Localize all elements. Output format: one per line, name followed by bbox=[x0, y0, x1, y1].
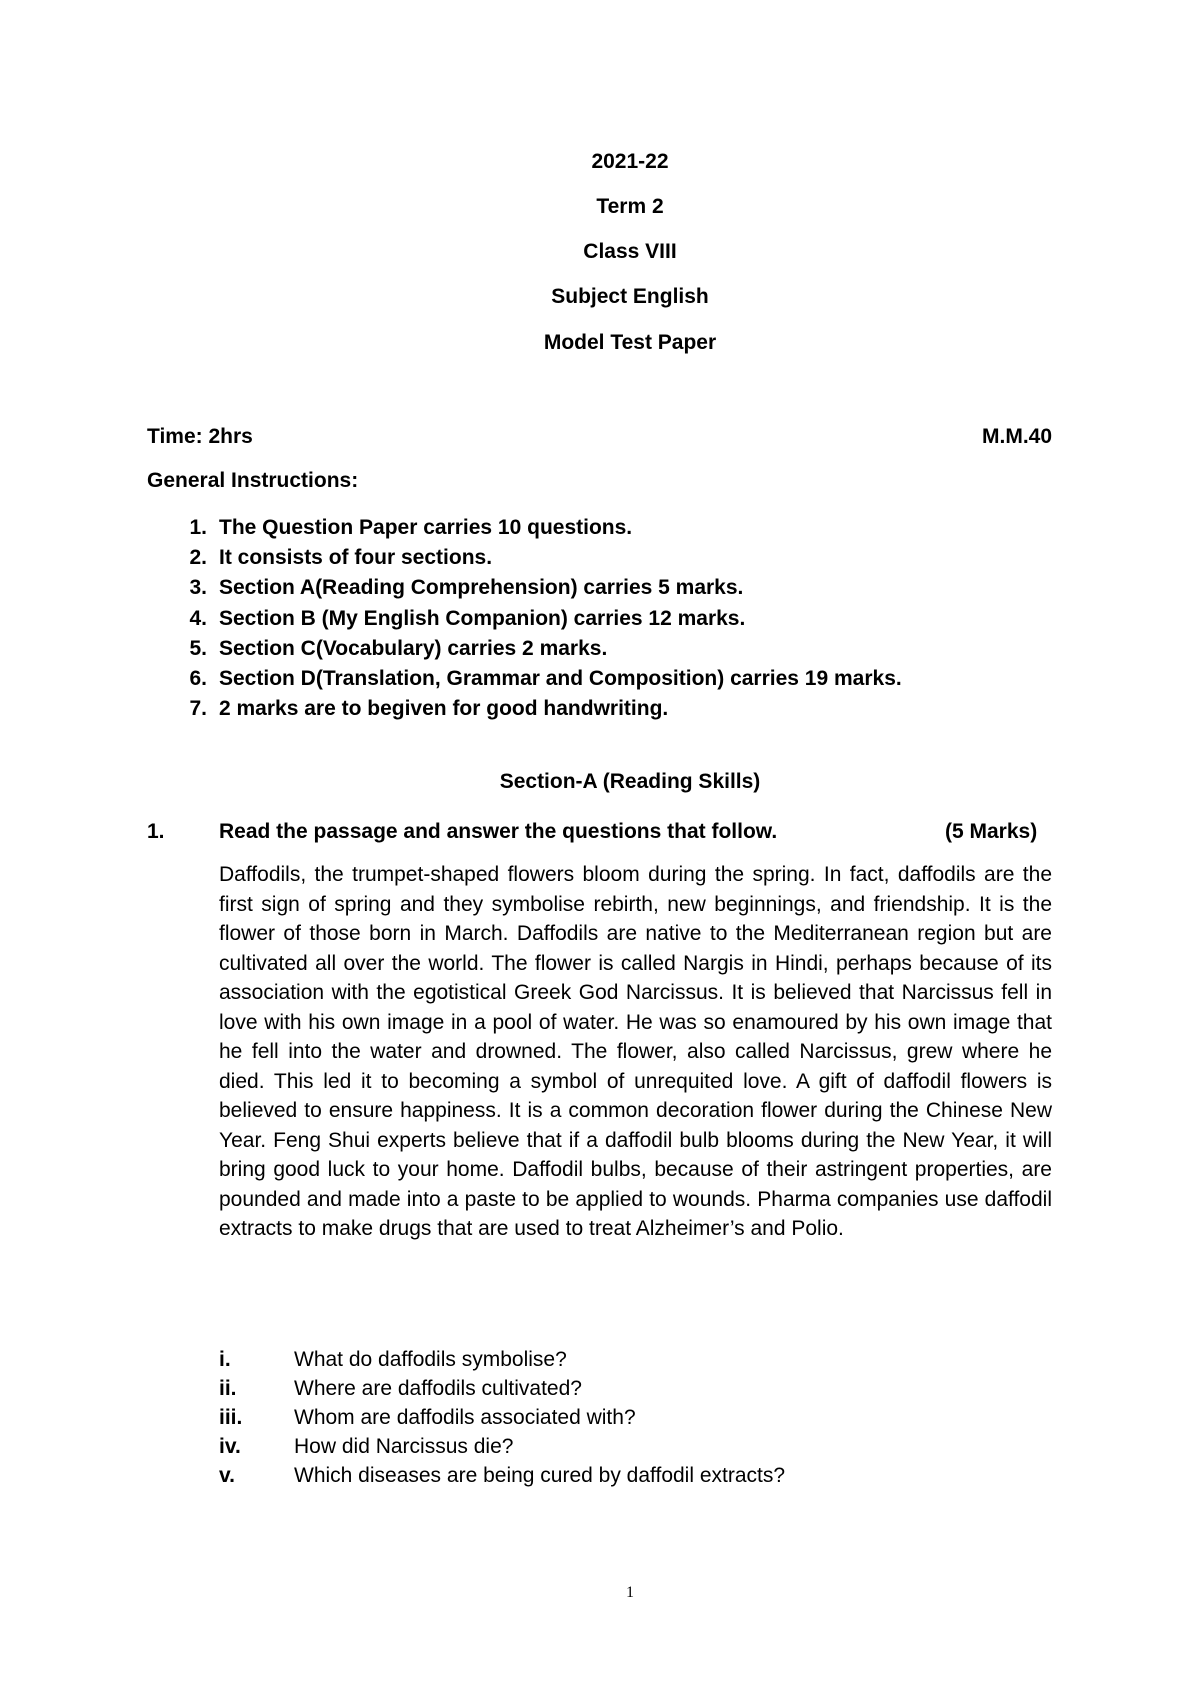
question-number: 1. bbox=[147, 820, 165, 843]
instruction-number: 1. bbox=[189, 516, 207, 539]
question-item bbox=[219, 1346, 785, 1375]
question-item-text: Whom are daffodils associated with? bbox=[294, 1406, 636, 1429]
max-marks-label: M.M.40 bbox=[982, 425, 1053, 448]
instructions-list bbox=[160, 514, 902, 725]
question-item-text: How did Narcissus die? bbox=[294, 1435, 514, 1458]
header-term: Term 2 bbox=[596, 195, 664, 218]
reading-passage: Daffodils, the trumpet-shaped flowers bloom during the spring. In fact, daffodils are the first sign of spring and they symbolise rebirth, new beginnings, and friendship. It is the flower of those born in March. Daffodils are native to the Mediterranean region but are cultivated all over the world. The flower is called Nargis in Hindi, perhaps because of its association with the egotistical Greek God Narcissus. It is believed that Narcissus fell in love with his own image in a pool of water. He was so enamoured by his own image that he fell into the water and drowned. The flower, also called Narcissus, grew where he died. This led it to becoming a symbol of unrequited love. A gift of daffodil flowers is believed to ensure happiness. It is a common decoration flower during the Chinese New Year. Feng Shui experts believe that if a daffodil bulb blooms during the New Year, it will bring good luck to your home. Daffodil bulbs, because of their astringent properties, are pounded and made into a paste to be applied to wounds. Pharma companies use daffodil extracts to make drugs that are used to treat Alzheimer’s and Polio. bbox=[219, 863, 1052, 1240]
instruction-item bbox=[160, 605, 902, 635]
header-class: Class VIII bbox=[583, 240, 677, 263]
question-item-number: iv. bbox=[219, 1435, 241, 1458]
instruction-text: Section D(Translation, Grammar and Composition) carries 19 marks. bbox=[219, 666, 902, 690]
question-item-number: iii. bbox=[219, 1406, 243, 1429]
question-item-text: Which diseases are being cured by daffodil extracts? bbox=[294, 1464, 786, 1487]
header-year: 2021-22 bbox=[591, 150, 669, 173]
question-item-number: v. bbox=[219, 1464, 235, 1487]
instruction-item bbox=[160, 514, 902, 544]
instruction-item bbox=[160, 695, 902, 725]
instructions-heading: General Instructions: bbox=[147, 469, 359, 492]
question-item bbox=[219, 1375, 785, 1404]
comprehension-questions bbox=[219, 1346, 785, 1491]
question-item-number: i. bbox=[219, 1348, 231, 1371]
question-instruction: Read the passage and answer the questions that follow. bbox=[219, 820, 778, 843]
instruction-item bbox=[160, 544, 902, 574]
header-paper-title: Model Test Paper bbox=[543, 331, 717, 354]
question-item bbox=[219, 1433, 785, 1462]
instruction-item bbox=[160, 574, 902, 604]
instruction-number: 6. bbox=[189, 666, 207, 690]
instruction-number: 2. bbox=[189, 546, 207, 570]
question-item bbox=[219, 1404, 785, 1433]
question-item bbox=[219, 1462, 785, 1491]
instruction-number: 5. bbox=[189, 636, 207, 660]
time-label: Time: 2hrs bbox=[147, 425, 253, 448]
instruction-number: 7. bbox=[189, 697, 207, 721]
instruction-text: It consists of four sections. bbox=[219, 546, 493, 570]
instruction-text: Section B (My English Companion) carries 12 marks. bbox=[219, 606, 746, 630]
instruction-item bbox=[160, 635, 902, 665]
question-item-text: What do daffodils symbolise? bbox=[294, 1348, 567, 1371]
instruction-text: 2 marks are to begiven for good handwriting. bbox=[219, 697, 669, 721]
instruction-number: 3. bbox=[189, 576, 207, 600]
instruction-number: 4. bbox=[189, 606, 207, 630]
question-marks: (5 Marks) bbox=[945, 820, 1038, 843]
instruction-text: Section A(Reading Comprehension) carries 5 marks. bbox=[219, 576, 744, 600]
instruction-text: The Question Paper carries 10 questions. bbox=[219, 516, 633, 539]
instruction-item bbox=[160, 665, 902, 695]
question-item-text: Where are daffodils cultivated? bbox=[294, 1377, 582, 1400]
instruction-text: Section C(Vocabulary) carries 2 marks. bbox=[219, 636, 608, 660]
page-number: 1 bbox=[626, 1584, 634, 1601]
section-a-heading: Section-A (Reading Skills) bbox=[499, 770, 761, 793]
question-item-number: ii. bbox=[219, 1377, 237, 1400]
header-subject: Subject English bbox=[551, 285, 709, 308]
